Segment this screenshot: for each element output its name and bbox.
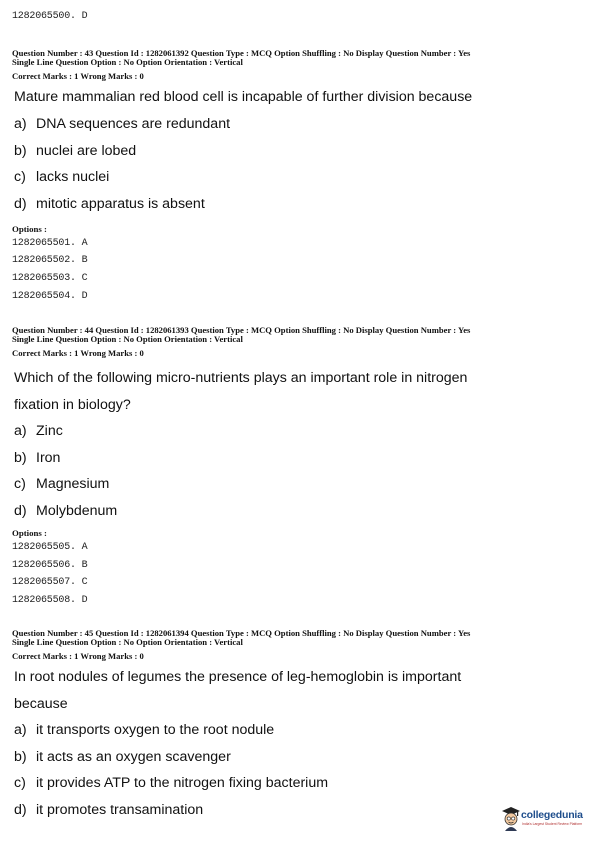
question-marks: Correct Marks : 1 Wrong Marks : 0	[12, 348, 144, 358]
option-b	[14, 143, 136, 159]
question-meta-line1: Question Number : 44 Question Id : 1282061393 Question Type : MCQ Option Shuffling : No Display Question Number : Yes	[12, 325, 471, 335]
option-letter: d)	[14, 196, 27, 212]
option-b	[14, 450, 60, 466]
question-meta-line1: Question Number : 43 Question Id : 1282061392 Question Type : MCQ Option Shuffling : No Display Question Number : Yes	[12, 48, 471, 58]
option-c	[14, 775, 328, 791]
question-text-line2: because	[14, 696, 68, 712]
question-text: Mature mammalian red blood cell is incapable of further division because	[14, 89, 473, 105]
option-id: 1282065504. D	[12, 291, 88, 302]
option-text: it acts as an oxygen scavenger	[36, 749, 231, 765]
option-letter: d)	[14, 802, 27, 818]
option-text: it provides ATP to the nitrogen fixing bacterium	[36, 775, 329, 791]
option-text: mitotic apparatus is absent	[36, 196, 205, 212]
option-b	[14, 749, 231, 765]
option-letter: d)	[14, 503, 27, 519]
logo-name: collegedunia	[521, 809, 583, 821]
option-letter: c)	[14, 775, 26, 791]
question-marks: Correct Marks : 1 Wrong Marks : 0	[12, 651, 144, 661]
question-meta-line2: Single Line Question Option : No Option Orientation : Vertical	[12, 334, 243, 344]
option-text: it promotes transamination	[36, 802, 204, 818]
option-text: nuclei are lobed	[36, 143, 137, 159]
option-text: Iron	[36, 450, 61, 466]
question-text-line2: fixation in biology?	[14, 397, 131, 413]
option-id: 1282065508. D	[12, 595, 88, 606]
option-letter: a)	[14, 116, 27, 132]
question-meta-line2: Single Line Question Option : No Option Orientation : Vertical	[12, 637, 243, 647]
option-text: Magnesium	[36, 476, 110, 492]
option-letter: b)	[14, 143, 27, 159]
question-meta-line1: Question Number : 45 Question Id : 1282061394 Question Type : MCQ Option Shuffling : No Display Question Number : Yes	[12, 628, 471, 638]
question-meta-line2: Single Line Question Option : No Option Orientation : Vertical	[12, 57, 243, 67]
option-text: Molybdenum	[36, 503, 118, 519]
option-id: 1282065503. C	[12, 273, 88, 284]
option-a	[14, 722, 274, 738]
logo-tagline: India's Largest Student Review Platform	[522, 822, 583, 826]
option-c	[14, 476, 109, 492]
option-a	[14, 423, 63, 439]
options-label: Options :	[12, 528, 47, 538]
prev-option-id: 1282065500. D	[12, 11, 88, 22]
option-letter: a)	[14, 423, 27, 439]
option-c	[14, 169, 109, 185]
collegedunia-logo	[500, 803, 592, 833]
option-id: 1282065507. C	[12, 577, 88, 588]
option-letter: b)	[14, 749, 27, 765]
question-text-line1: In root nodules of legumes the presence of leg-hemoglobin is important	[14, 669, 462, 685]
option-letter: c)	[14, 169, 26, 185]
option-d	[14, 802, 203, 818]
option-id: 1282065505. A	[12, 542, 88, 553]
question-marks: Correct Marks : 1 Wrong Marks : 0	[12, 71, 144, 81]
option-d	[14, 503, 117, 519]
option-letter: a)	[14, 722, 27, 738]
option-id: 1282065501. A	[12, 238, 88, 249]
option-text: lacks nuclei	[36, 169, 110, 185]
graduate-mascot-icon	[500, 804, 522, 832]
option-id: 1282065502. B	[12, 255, 88, 266]
options-label: Options :	[12, 224, 47, 234]
option-text: DNA sequences are redundant	[36, 116, 231, 132]
option-letter: c)	[14, 476, 26, 492]
option-letter: b)	[14, 450, 27, 466]
option-text: Zinc	[36, 423, 63, 439]
question-text-line1: Which of the following micro-nutrients plays an important role in nitrogen	[14, 370, 468, 386]
option-id: 1282065506. B	[12, 560, 88, 571]
option-a	[14, 116, 230, 132]
option-text: it transports oxygen to the root nodule	[36, 722, 275, 738]
option-d	[14, 196, 205, 212]
